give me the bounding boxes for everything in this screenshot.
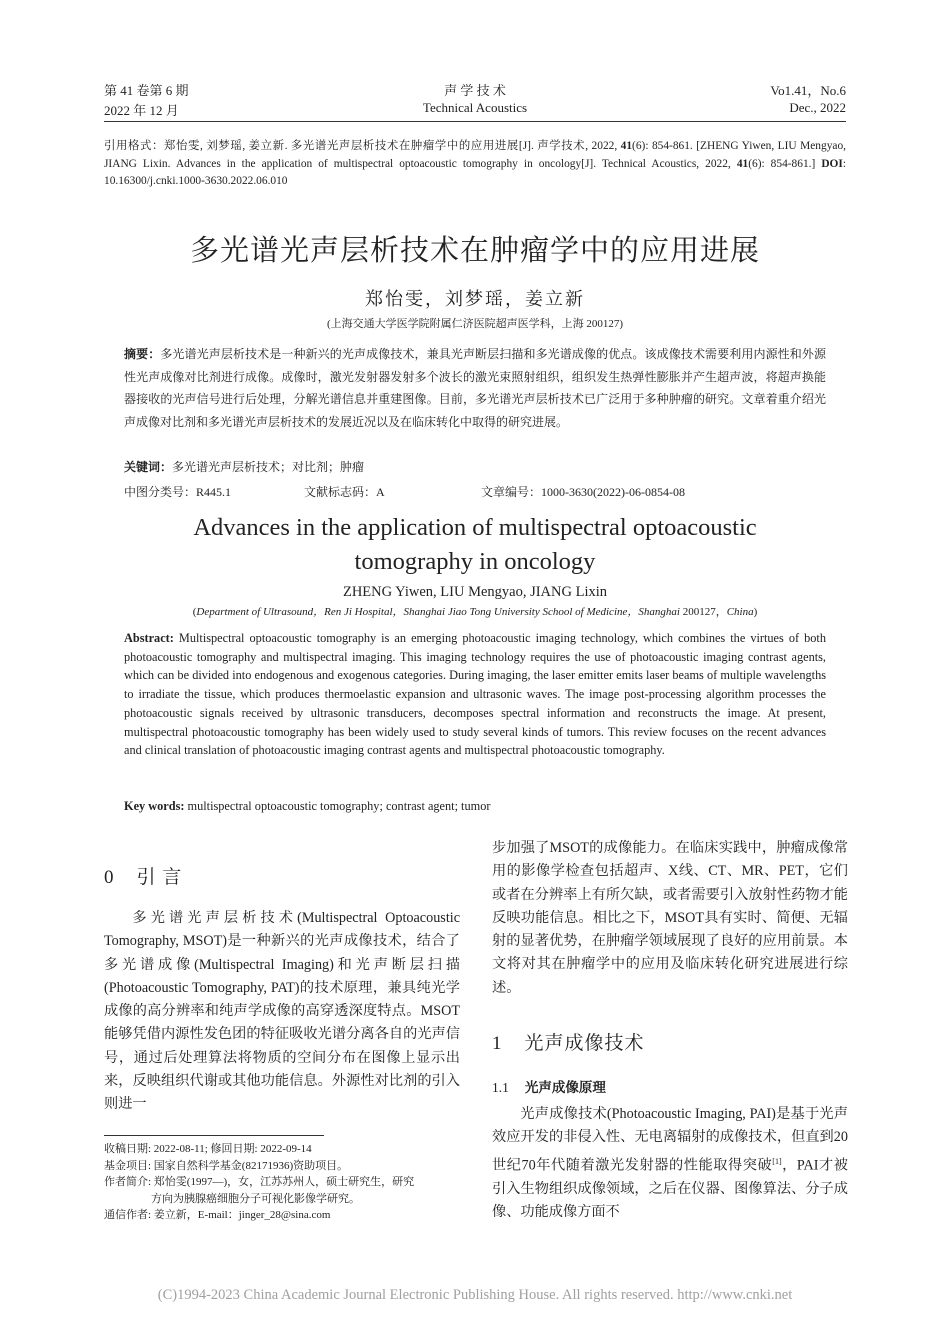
- citation-label: 引用格式：: [104, 140, 165, 152]
- right-column-continuation: [492, 837, 848, 1000]
- footnote-rule: [104, 1135, 324, 1136]
- header-volume-issue: 第 41 卷第 6 期: [104, 83, 189, 98]
- abstract-en-label: Abstract:: [124, 631, 174, 645]
- para-1-1-part-a: 光声成像技术(Photoacoustic Imaging, PAI)是基于光声效应开发的非侵入性、无电离辐射的成像技术，但直到20世纪70年代随着激光发射器的性能取得突破: [492, 1106, 848, 1174]
- keywords-en-text: multispectral optoacoustic tomography; contrast agent; tumor: [184, 799, 491, 813]
- header-journal-en: Technical Acoustics: [422, 100, 528, 115]
- citation-doi-value: : 10.16300/j.cnki.1000-3630.2022.06.010: [104, 157, 847, 187]
- footnote-corresponding: 通信作者: 姜立新，E-mail：jinger_28@sina.com: [104, 1209, 331, 1221]
- citation-block: [104, 138, 846, 191]
- header-rule: [104, 121, 846, 122]
- keywords-en-label: Key words:: [124, 799, 185, 813]
- authors-cn: 郑怡雯，刘梦瑶，姜立新: [365, 289, 585, 309]
- title-cn: 多光谱光声层析技术在肿瘤学中的应用进展: [189, 233, 760, 267]
- citation-text-cn: 郑怡雯, 刘梦瑶, 姜立新. 多光谱光声层析技术在肿瘤学中的应用进展[J]. 声学技术, 2022,: [164, 140, 621, 152]
- section-1-number: 1: [492, 1033, 503, 1054]
- footnotes: [104, 1141, 460, 1224]
- article-number: 文章编号：1000-3630(2022)-06-0854-08: [481, 485, 685, 499]
- subsection-1-1-heading: [492, 1076, 606, 1096]
- affiliation-en-text: Department of Ultrasound，Ren Ji Hospital，Shanghai Jiao Tong University School of Medicine，Shanghai: [196, 606, 680, 618]
- subsection-1-1-number: 1.1: [492, 1080, 509, 1095]
- citation-volume-cn: 41: [620, 140, 633, 152]
- abstract-cn: [124, 343, 826, 433]
- header-date-cn: 2022 年 12 月: [104, 103, 179, 118]
- subsection-1-1-paragraph: [492, 1103, 848, 1224]
- clc-number: 中图分类号：R445.1: [124, 485, 232, 499]
- abstract-en-text: Multispectral optoacoustic tomography is an emerging photoacoustic imaging technology, which combines the virtues of both photoacoustic tomography and multispectral imaging. This imaging technology requires the use of photoacoustic imaging contrast agents, which can be divided into endogenous and exogenous categories. During imaging, the laser emitter emits laser beams of multiple wavelengths to irradiate the tissue, which produces thermoelastic expansion and ultrasonic waves. The image post-processing algorithm processes the photoacoustic signals received by ultrasonic transducers, decomposes spectral information and reconstructs the image. At present, multispectral photoacoustic tomography has been widely used to study several kinds of tumors. This review focuses on the recent advances and clinical translation of photoacoustic imaging contrast agents and multispectral photoacoustic tomography.: [124, 631, 826, 758]
- reference-1-link[interactable]: [1]: [772, 1156, 782, 1166]
- citation-pages-en: (6): 854-861.]: [748, 157, 822, 170]
- affiliation-en-close: ): [753, 606, 758, 618]
- title-en-line1: Advances in the application of multispectral optoacoustic: [193, 514, 757, 541]
- subsection-1-1-body: [492, 1103, 848, 1224]
- affiliation-en-zip: 200127，: [679, 606, 727, 618]
- para-1-1-part-b: ，PAI才被引入生物组织成像领域，之后在仪器、图像算法、分子成像、功能成像方面不: [492, 1157, 848, 1220]
- abstract-cn-label: 摘要：: [124, 347, 161, 361]
- section-0-title: 引 言: [136, 867, 183, 888]
- keywords-cn-text: 多光谱光声层析技术；对比剂；肿瘤: [172, 460, 365, 474]
- section-0-number: 0: [104, 867, 115, 888]
- citation-doi-label: DOI: [821, 157, 843, 170]
- affiliation-cn: (上海交通大学医学院附属仁济医院超声医学科，上海 200127): [326, 318, 624, 330]
- affiliation-en-open: (: [192, 606, 197, 618]
- section-0-paragraph: 多光谱光声层析技术(Multispectral Optoacoustic Tomography, MSOT)是一种新兴的光声成像技术，结合了多光谱成像(Multispectral Imaging)和光声断层扫描(Photoacoustic Tomography, PAT)的技术原理，兼具纯光学成像的高分辨率和纯声学成像的高穿透深度特点。MSOT能够凭借内源性发色团的特征吸收光谱分离各自的光声信号，通过后处理算法将物质的空间分布在图像上显示出来，反映组织代谢或其他功能信息。外源性对比剂的引入则进一: [104, 910, 460, 1113]
- section-0-heading: [104, 862, 182, 889]
- footnote-author-line1: 作者简介: 郑怡雯(1997—)，女，江苏苏州人，硕士研究生，研究: [104, 1176, 415, 1188]
- citation-pages-cn: (6): 854-861. [ZHENG Yiwen, LIU Mengyao, JIANG Lixin. Advances in the application of multispectral optoacoustic tomography in oncology[J]. Technical Acoustics, 2022,: [104, 140, 846, 170]
- section-0-body: [104, 907, 460, 1117]
- subsection-1-1-title: 光声成像原理: [524, 1080, 606, 1096]
- title-en-line2: tomography in oncology: [354, 548, 596, 575]
- header-volume-en: Vo1.41，No.6: [770, 83, 846, 98]
- affiliation-en: [0, 603, 950, 619]
- header-date-en: Dec., 2022: [789, 100, 846, 115]
- keywords-en: [124, 799, 490, 814]
- continuation-paragraph: 步加强了MSOT的成像能力。在临床实践中，肿瘤成像常用的影像学检查包括超声、X线、CT、MR、PET，它们或者在分辨率上有所欠缺，或者需要引入放射性药物才能反映功能信息。相比之下，MSOT具有实时、简便、无辐射的显著优势，在肿瘤学领域展现了良好的应用前景。本文将对其在肿瘤学中的应用及临床转化研究进展进行综述。: [492, 840, 848, 996]
- keywords-cn: [124, 458, 364, 475]
- authors-en: ZHENG Yiwen, LIU Mengyao, JIANG Lixin: [342, 584, 608, 600]
- footnote-received: 收稿日期: 2022-08-11; 修回日期: 2022-09-14: [104, 1143, 312, 1155]
- section-1-title: 光声成像技术: [524, 1033, 645, 1054]
- cnki-footer: (C)1994-2023 China Academic Journal Electronic Publishing House. All rights reserved. http://www.cnki.net: [157, 1287, 793, 1303]
- section-1-heading: [492, 1028, 645, 1055]
- footnote-author-line2: 方向为胰腺癌细胞分子可视化影像学研究。: [151, 1192, 360, 1205]
- footnote-fund: 基金项目: 国家自然科学基金(82171936)资助项目。: [104, 1159, 349, 1172]
- affiliation-en-country: China: [726, 606, 754, 618]
- keywords-cn-label: 关键词：: [124, 460, 173, 474]
- header-journal-cn: 声 学 技 术: [444, 83, 506, 98]
- document-code: 文献标志码：A: [304, 485, 385, 499]
- citation-volume-en: 41: [736, 157, 749, 170]
- title-en: [0, 511, 950, 579]
- abstract-en: [124, 629, 826, 760]
- abstract-cn-text: 多光谱光声层析技术是一种新兴的光声成像技术，兼具光声断层扫描和多光谱成像的优点。该成像技术需要利用内源性和外源性光声成像对比剂进行成像。成像时，激光发射器发射多个波长的激光束照射组织，组织发生热弹性膨胀并产生超声波，将超声换能器接收的光声信号进行后处理，分解光谱信息并重建图像。目前，多光谱光声层析技术已广泛用于多种肿瘤的研究。文章着重介绍光声成像对比剂和多光谱光声层析技术的发展近况以及在临床转化中取得的研究进展。: [124, 347, 826, 429]
